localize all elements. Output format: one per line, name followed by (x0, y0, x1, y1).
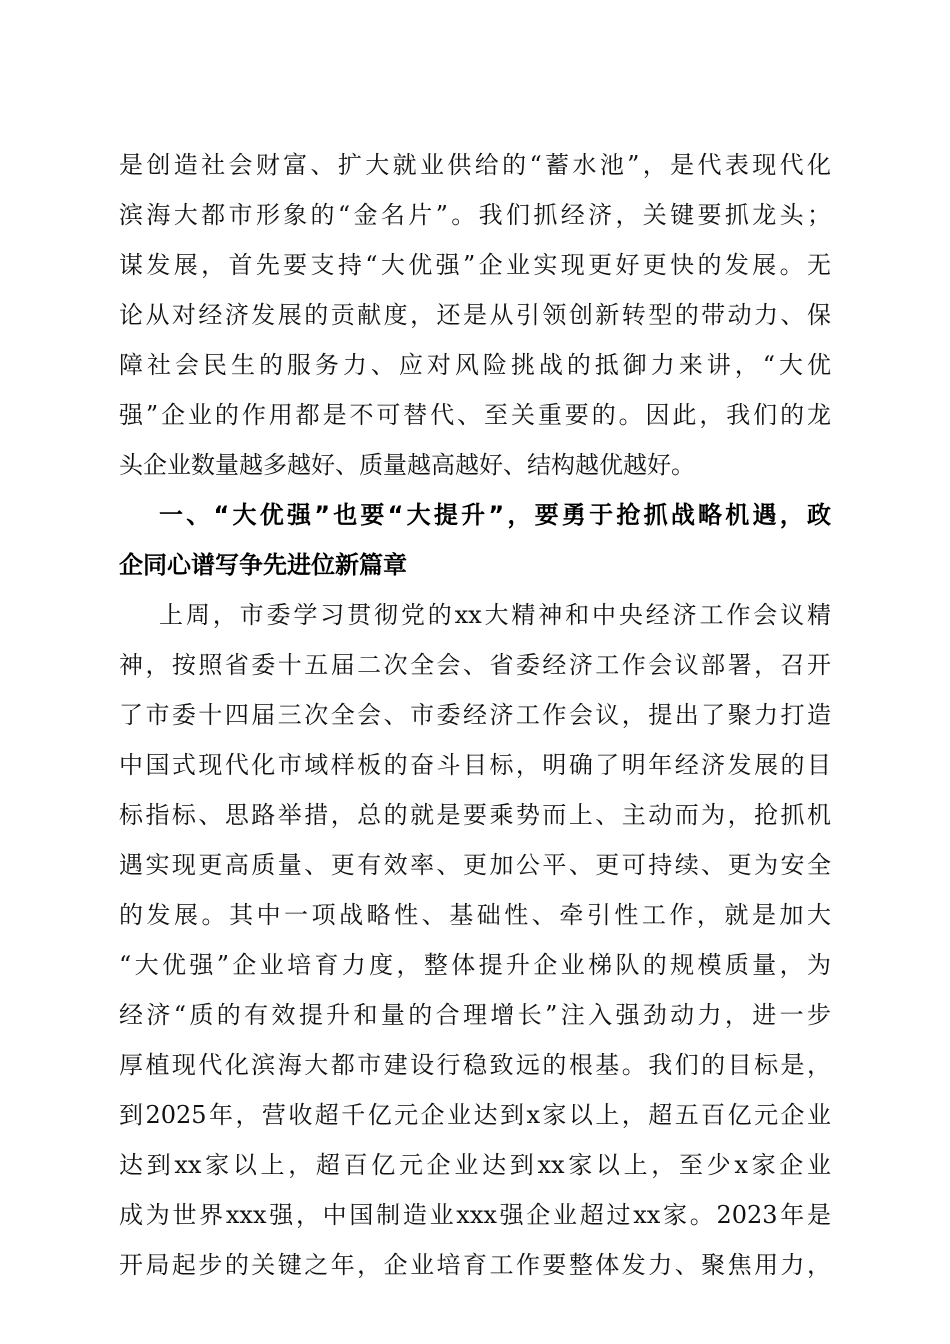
text-line: 的发展。其中一项战略性、基础性、牵引性工作，就是加大 (119, 901, 831, 929)
text-line: 是创造社会财富、扩大就业供给的“蓄水池”，是代表现代化 (119, 151, 831, 179)
text-line: 中国式现代化市域样板的奋斗目标，明确了明年经济发展的目 (119, 751, 831, 779)
text-line: 达到xx家以上，超百亿元企业达到xx家以上，至少x家企业 (119, 1151, 831, 1179)
paragraph-intro (119, 140, 831, 490)
text-line: 强”企业的作用都是不可替代、至关重要的。因此，我们的龙 (119, 401, 831, 429)
text-line: 头企业数量越多越好、质量越高越好、结构越优越好。 (119, 451, 695, 479)
text-line: 障社会民生的服务力、应对风险挑战的抵御力来讲，“大优 (119, 351, 831, 379)
text-line: 了市委十四届三次全会、市委经济工作会议，提出了聚力打造 (119, 701, 831, 729)
heading-line: 一、“大优强”也要“大提升”，要勇于抢抓战略机遇，政 (159, 501, 831, 529)
section-heading (119, 490, 831, 590)
text-line: 神，按照省委十五届二次全会、省委经济工作会议部署，召开 (119, 651, 831, 679)
text-line: 经济“质的有效提升和量的合理增长”注入强劲动力，进一步 (119, 1001, 831, 1029)
text-line: 论从对经济发展的贡献度，还是从引领创新转型的带动力、保 (119, 301, 831, 329)
document-body (119, 140, 831, 1290)
text-line: 滨海大都市形象的“金名片”。我们抓经济，关键要抓龙头； (119, 201, 831, 229)
text-line: 到2025年，营收超千亿元企业达到x家以上，超五百亿元企业 (119, 1101, 831, 1129)
text-line: 上周，市委学习贯彻党的xx大精神和中央经济工作会议精 (159, 601, 831, 629)
paragraph-section-body (119, 590, 831, 1290)
text-line: “大优强”企业培育力度，整体提升企业梯队的规模质量，为 (119, 951, 831, 979)
text-line: 遇实现更高质量、更有效率、更加公平、更可持续、更为安全 (119, 851, 831, 879)
text-line: 开局起步的关键之年，企业培育工作要整体发力、聚焦用力， (119, 1251, 831, 1279)
text-line: 成为世界xxx强，中国制造业xxx强企业超过xx家。2023年是 (119, 1201, 831, 1229)
heading-line: 企同心谱写争先进位新篇章 (119, 551, 407, 579)
text-line: 标指标、思路举措，总的就是要乘势而上、主动而为，抢抓机 (119, 801, 831, 829)
text-line: 厚植现代化滨海大都市建设行稳致远的根基。我们的目标是， (119, 1051, 831, 1079)
text-line: 谋发展，首先要支持“大优强”企业实现更好更快的发展。无 (119, 251, 831, 279)
